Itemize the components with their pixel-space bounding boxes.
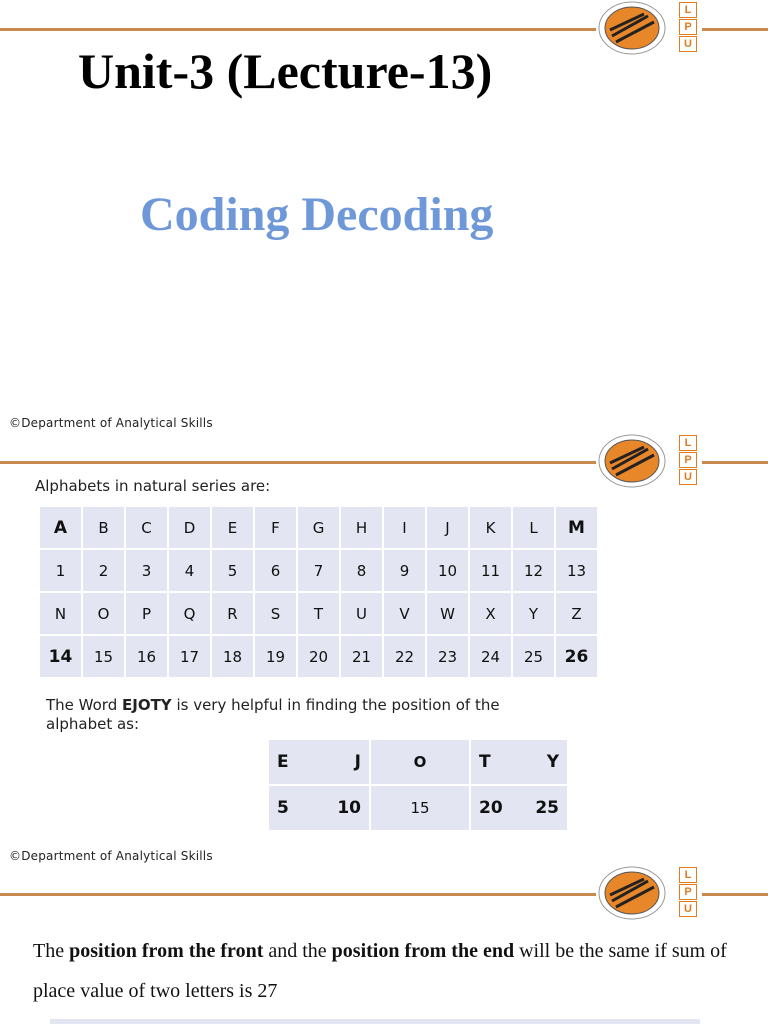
ejoty-letter: O (371, 740, 469, 784)
alphabet-cell: P (126, 593, 167, 634)
lpu-letters (679, 2, 697, 53)
alphabet-cell: J (427, 507, 468, 548)
alphabet-intro: Alphabets in natural series are: (35, 477, 271, 495)
header-rule-left (0, 461, 596, 464)
alphabet-cell: D (169, 507, 210, 548)
alphabet-row (40, 507, 597, 548)
alphabet-cell: 15 (83, 636, 124, 677)
alphabet-cell: Z (556, 593, 597, 634)
header-rule-right (702, 461, 768, 464)
ejoty-letter: T (479, 752, 491, 772)
alphabet-cell: 2 (83, 550, 124, 591)
lpu-seal-icon (598, 433, 668, 489)
text-segment: and the (263, 940, 332, 962)
alphabet-cell: 23 (427, 636, 468, 677)
alphabet-cell: Y (513, 593, 554, 634)
ejoty-number: 15 (371, 786, 469, 830)
alphabet-cell: 19 (255, 636, 296, 677)
alphabet-cell: H (341, 507, 382, 548)
ejoty-letter: E (277, 752, 289, 772)
alphabet-cell: Q (169, 593, 210, 634)
lpu-letters (679, 867, 697, 918)
alphabet-cell: V (384, 593, 425, 634)
alphabet-row (40, 550, 597, 591)
alphabet-cell: 16 (126, 636, 167, 677)
ejoty-number: 25 (535, 798, 559, 818)
text-segment: will be the same if sum of place value of two letters is 27 (33, 940, 727, 1002)
footer-copyright: ©Department of Analytical Skills (9, 416, 213, 430)
alphabet-cell: 25 (513, 636, 554, 677)
alphabet-cell: 17 (169, 636, 210, 677)
header-rule-right (702, 893, 768, 896)
alphabet-cell: M (556, 507, 597, 548)
lpu-letter-l: L (679, 867, 697, 883)
alphabet-cell: X (470, 593, 511, 634)
ejoty-prefix: The Word (46, 696, 122, 714)
alphabet-cell: I (384, 507, 425, 548)
lpu-letter-p: P (679, 452, 697, 468)
alphabet-cell: O (83, 593, 124, 634)
ejoty-letter: J (354, 752, 361, 772)
alphabet-cell: 10 (427, 550, 468, 591)
slide-subtitle: Coding Decoding (140, 188, 494, 241)
alphabet-cell: W (427, 593, 468, 634)
ejoty-suffix: is very helpful in finding the position of the alphabet as: (46, 696, 500, 733)
alphabet-cell: B (83, 507, 124, 548)
alphabet-table (38, 505, 599, 679)
lpu-letter-u: U (679, 469, 697, 485)
ejoty-number: 20 (479, 798, 503, 818)
ejoty-cell-5-10 (269, 786, 369, 830)
lpu-letter-u: U (679, 36, 697, 52)
ejoty-cell-ty (471, 740, 567, 784)
slide-1 (0, 0, 768, 433)
lpu-seal-icon (598, 865, 668, 921)
slide-3 (0, 865, 768, 1024)
alphabet-cell: 12 (513, 550, 554, 591)
ejoty-number: 10 (337, 798, 361, 818)
alphabet-cell: U (341, 593, 382, 634)
alphabet-cell: 1 (40, 550, 81, 591)
alphabet-cell: 26 (556, 636, 597, 677)
lpu-letter-l: L (679, 435, 697, 451)
ejoty-letter: Y (546, 752, 559, 772)
alphabet-cell: F (255, 507, 296, 548)
ejoty-description (46, 696, 556, 734)
alphabet-cell: 22 (384, 636, 425, 677)
alphabet-row (40, 593, 597, 634)
alphabet-cell: 14 (40, 636, 81, 677)
lpu-letters (679, 435, 697, 486)
alphabet-cell: R (212, 593, 253, 634)
alphabet-cell: 20 (298, 636, 339, 677)
ejoty-cell-ej (269, 740, 369, 784)
alphabet-cell: 24 (470, 636, 511, 677)
alphabet-cell: 5 (212, 550, 253, 591)
alphabet-cell: N (40, 593, 81, 634)
table-top-edge (50, 1019, 700, 1024)
alphabet-cell: 9 (384, 550, 425, 591)
alphabet-cell: 8 (341, 550, 382, 591)
text-segment: The (33, 940, 70, 962)
ejoty-number-row (269, 786, 567, 830)
header-rule-left (0, 893, 596, 896)
alphabet-cell: C (126, 507, 167, 548)
bold-segment: position from the end (331, 940, 515, 962)
header-rule-left (0, 28, 596, 31)
alphabet-cell: K (470, 507, 511, 548)
alphabet-row (40, 636, 597, 677)
rule-statement (33, 931, 753, 1011)
alphabet-cell: L (513, 507, 554, 548)
slide-title: Unit-3 (Lecture-13) (78, 43, 493, 99)
alphabet-cell: 7 (298, 550, 339, 591)
ejoty-table (267, 738, 569, 832)
ejoty-letter-row (269, 740, 567, 784)
alphabet-cell: 18 (212, 636, 253, 677)
lpu-letter-p: P (679, 884, 697, 900)
alphabet-cell: G (298, 507, 339, 548)
header-rule-right (702, 28, 768, 31)
alphabet-cell: T (298, 593, 339, 634)
lpu-seal-icon (598, 0, 668, 56)
alphabet-cell: 3 (126, 550, 167, 591)
alphabet-cell: E (212, 507, 253, 548)
bold-segment: position from the front (69, 940, 264, 962)
lpu-letter-u: U (679, 901, 697, 917)
alphabet-cell: 21 (341, 636, 382, 677)
alphabet-cell: S (255, 593, 296, 634)
alphabet-cell: A (40, 507, 81, 548)
ejoty-cell-20-25 (471, 786, 567, 830)
alphabet-cell: 13 (556, 550, 597, 591)
alphabet-cell: 4 (169, 550, 210, 591)
footer-copyright: ©Department of Analytical Skills (9, 849, 213, 863)
slide-2 (0, 433, 768, 865)
ejoty-word: EJOTY (122, 696, 172, 714)
alphabet-cell: 6 (255, 550, 296, 591)
alphabet-cell: 11 (470, 550, 511, 591)
ejoty-number: 5 (277, 798, 289, 818)
lpu-letter-p: P (679, 19, 697, 35)
lpu-letter-l: L (679, 2, 697, 18)
